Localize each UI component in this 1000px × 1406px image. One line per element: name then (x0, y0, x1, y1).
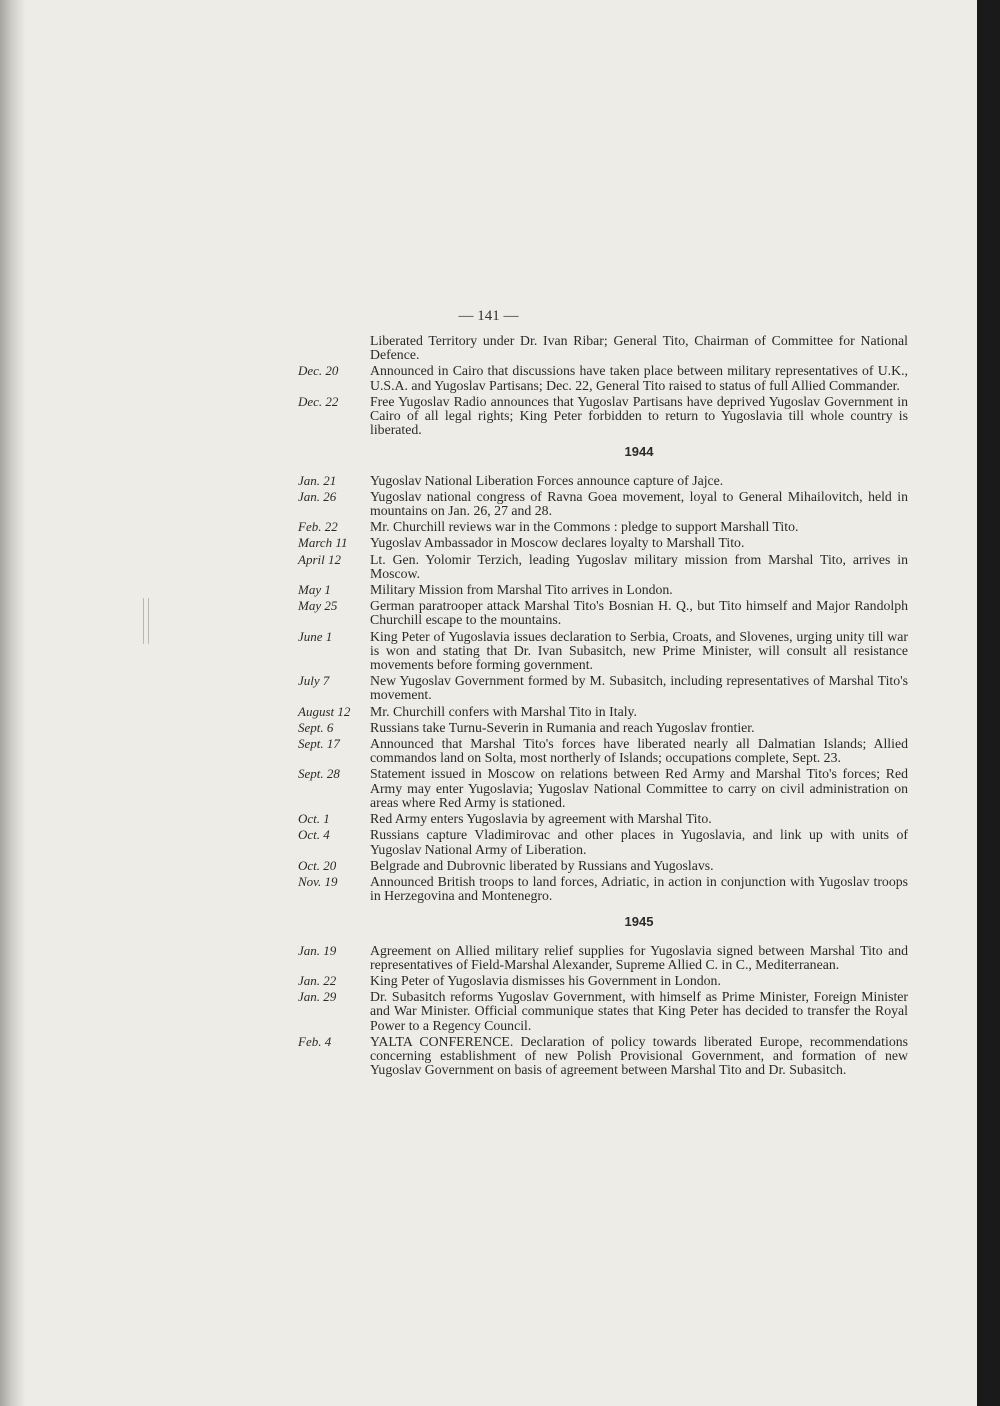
entry-text: Yugoslav national congress of Ravna Goea movement, loyal to General Mihailovitch, held in mountains on Jan. 26, 27 and 28. (370, 488, 908, 519)
entry (298, 944, 908, 972)
page-number: — 141 — (458, 308, 519, 324)
entry-date: June 1 (298, 628, 333, 644)
entry (298, 630, 908, 673)
year-heading-1944: 1944 (624, 444, 654, 460)
entry-text: Red Army enters Yugoslavia by agreement with Marshal Tito. (370, 811, 712, 827)
entry-date: Jan. 19 (298, 942, 337, 958)
entry (298, 599, 908, 627)
entry-date: Oct. 20 (298, 857, 337, 873)
entry-date: Nov. 19 (298, 873, 338, 889)
entry-text: German paratrooper attack Marshal Tito's Bosnian H. Q., but Tito himself and Major Randolph Churchill escape to the mountains. (370, 598, 908, 628)
entry-text: Statement issued in Moscow on relations between Red Army and Marshal Tito's forces; Red Army may enter Yugoslavia; Yugoslav National Committee to carry on civil administration on areas where Red Army is stationed. (370, 766, 908, 810)
entry-text: Dr. Subasitch reforms Yugoslav Government, with himself as Prime Minister, Foreign Minister and War Minister. Official communique states that King Peter has decided to transfer the Royal Power to a Regency Council. (370, 989, 908, 1033)
entry-date: Feb. 22 (298, 519, 338, 535)
entry-text: Free Yugoslav Radio announces that Yugoslav Partisans have deprived Yugoslav Government in Cairo of all legal rights; King Peter forbidden to return to Yugoslavia till whole country is liberated. (370, 393, 908, 438)
entry (298, 974, 908, 988)
entry (298, 674, 908, 702)
entry-text: Agreement on Allied military relief supplies for Yugoslavia signed between Marshal Tito and representatives of Field-Marshal Alexander, Supreme Allied C. in C., Mediterranean. (370, 942, 908, 972)
entry-text: Yugoslav Ambassador in Moscow declares loyalty to Marshall Tito. (370, 535, 745, 551)
entry-text: Announced that Marshal Tito's forces have liberated nearly all Dalmatian Islands; Allied commandos land on Solta, most northerly of Islands; occupations complete, Sept. 23. (370, 736, 908, 766)
entry-text: King Peter of Yugoslavia issues declaration to Serbia, Croats, and Slovenes, urging unity till war is won and stating that Dr. Ivan Subasitch, new Prime Minister, will consult all resistance movements before forming government. (370, 628, 908, 673)
entry-date: July 7 (298, 673, 330, 689)
entry (298, 364, 908, 392)
entry-text: Announced in Cairo that discussions have taken place between military representatives of U.K., U.S.A. and Yugoslav Partisans; Dec. 22, General Tito raised to status of full Allied Commander. (370, 363, 908, 393)
entry-date: May 25 (298, 598, 338, 614)
binding-shadow (0, 0, 26, 1406)
entry-date: Sept. 28 (298, 766, 340, 782)
entry (298, 490, 908, 518)
entry-text: Yugoslav National Liberation Forces announce capture of Jajce. (370, 472, 724, 488)
entry (298, 536, 908, 550)
entry (298, 520, 908, 534)
entry-text: King Peter of Yugoslavia dismisses his Government in London. (370, 972, 721, 988)
entry (298, 737, 908, 765)
entry-text: YALTA CONFERENCE. Declaration of policy towards liberated Europe, recommendations concerning establishment of new Polish Provisional Government, and formation of new Yugoslav Government on basis of agreement between Marshal Tito and Dr. Subasitch. (370, 1033, 908, 1078)
entry (298, 875, 908, 903)
entry (298, 859, 908, 873)
entry-date: August 12 (298, 703, 351, 719)
entry-text: Mr. Churchill reviews war in the Commons : pledge to support Marshall Tito. (370, 519, 799, 535)
entry-text: Announced British troops to land forces, Adriatic, in action in conjunction with Yugoslav troops in Herzegovina and Montenegro. (370, 873, 908, 904)
entry-date: April 12 (298, 551, 341, 567)
entry-date: Jan. 29 (298, 989, 337, 1005)
entry-text: Russians capture Vladimirovac and other places in Yugoslavia, and link up with units of Yugoslav National Army of Liberation. (370, 827, 908, 857)
entry-date: Jan. 26 (298, 488, 337, 504)
entry-text: Russians take Turnu-Severin in Rumania and reach Yugoslav frontier. (370, 719, 755, 735)
entry-text: Mr. Churchill confers with Marshal Tito in Italy. (370, 703, 637, 719)
entry (298, 990, 908, 1033)
chronology (298, 334, 908, 1079)
entry (298, 1035, 908, 1078)
entry-text: Lt. Gen. Yolomir Terzich, leading Yugoslav military mission from Marshal Tito, arrives in Moscow. (370, 551, 908, 581)
entry (298, 553, 908, 581)
entry (298, 583, 908, 597)
page-mark (143, 598, 149, 644)
year-heading-1945: 1945 (624, 914, 654, 930)
entry-date: Sept. 17 (298, 736, 340, 752)
entry (298, 721, 908, 735)
chronology-intro (298, 334, 908, 362)
entry-date: Feb. 4 (298, 1033, 332, 1049)
entry-date: Sept. 6 (298, 719, 334, 735)
entry-text: Belgrade and Dubrovnic liberated by Russians and Yugoslavs. (370, 857, 714, 873)
entry (298, 705, 908, 719)
entry (298, 767, 908, 810)
entry (298, 395, 908, 438)
entry-text: New Yugoslav Government formed by M. Subasitch, including representatives of Marshal Tito's movement. (370, 673, 908, 703)
entry-date: Oct. 4 (298, 827, 330, 843)
entry (298, 474, 908, 488)
entry-date: Jan. 22 (298, 972, 337, 988)
entry (298, 828, 908, 856)
entry-date: Dec. 22 (298, 393, 339, 409)
entry-date: Dec. 20 (298, 363, 339, 379)
entry (298, 812, 908, 826)
entry-text: Liberated Territory under Dr. Ivan Ribar; General Tito, Chairman of Committee for National Defence. (370, 333, 908, 363)
entry-text: Military Mission from Marshal Tito arrives in London. (370, 582, 673, 598)
entry-date: March 11 (298, 535, 348, 551)
entry-date: May 1 (298, 582, 331, 598)
entry-date: Jan. 21 (298, 472, 337, 488)
entry-date: Oct. 1 (298, 811, 330, 827)
